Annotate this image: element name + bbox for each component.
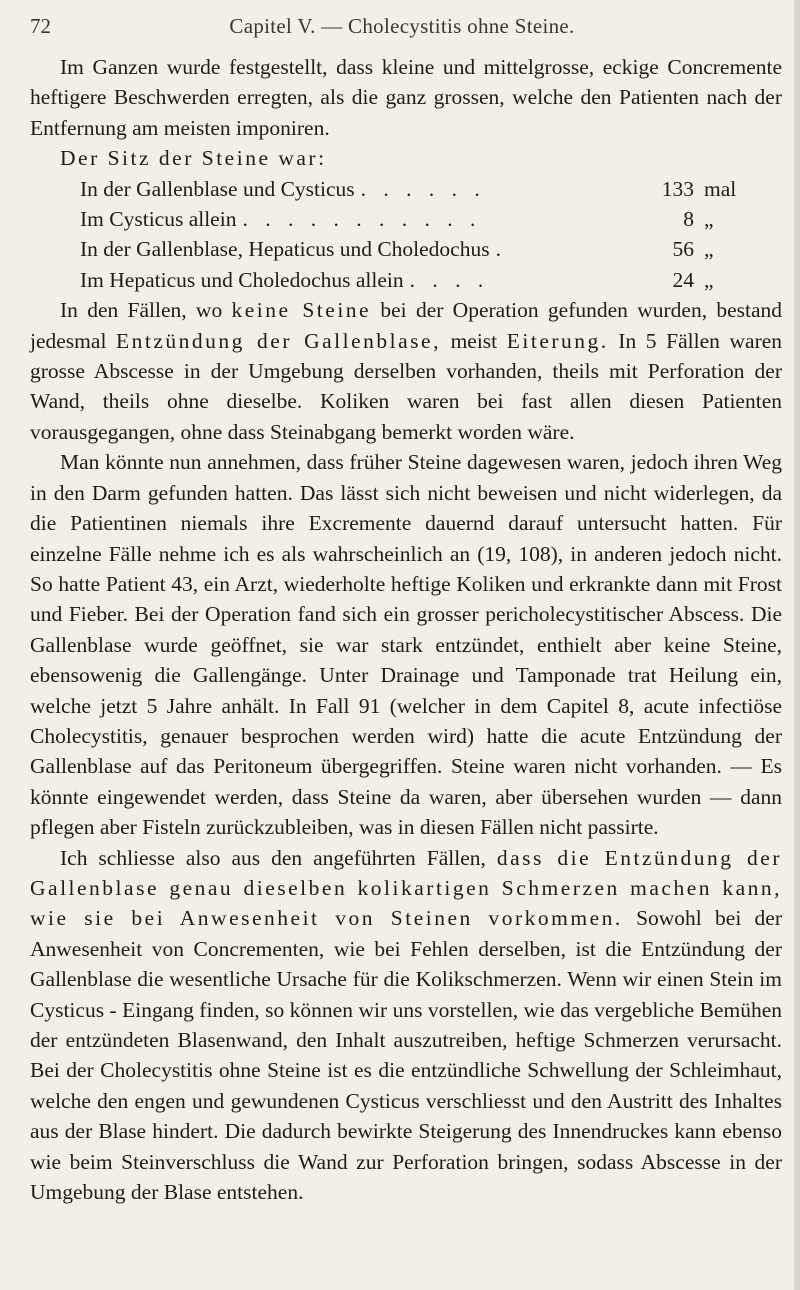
location-count: 133 bbox=[661, 176, 694, 201]
location-label: In der Gallenblase, Hepaticus und Choledochus bbox=[80, 237, 490, 262]
location-row bbox=[80, 174, 782, 204]
text-run: bei der Operation gefunden wurden, bestand jedesmal bbox=[30, 298, 783, 353]
location-unit: „ bbox=[704, 207, 714, 232]
paragraph-schluss bbox=[30, 843, 782, 1208]
running-header bbox=[30, 14, 774, 44]
location-row bbox=[80, 204, 782, 234]
emphasis-entzuendung: Entzündung der Gallenblase, bbox=[116, 328, 441, 353]
stone-location-heading bbox=[30, 143, 782, 173]
stone-location-list bbox=[30, 174, 782, 296]
location-count: 56 bbox=[672, 237, 694, 262]
text-run: In 5 Fällen waren grosse Abscesse in der Umgebung derselben vorhanden, theils mit Perforation der Wand, theils ohne dieselbe. Koliken waren bei fast allen diesen Patienten vorausgegangen, ohne dass Steinabgang bemerkt worden wäre. bbox=[30, 328, 783, 444]
chapter-title: Capitel V. — Cholecystitis ohne Steine. bbox=[229, 14, 575, 38]
text-run: Sowohl bei der Anwesenheit von Concrementen, wie bei Fehlen derselben, ist die Entzündung der Gallenblase die wesentliche Ursache für die Kolikschmerzen. Wenn wir einen Stein im Cysticus - Eingang finden, so können wir uns vorstellen, wie das vergebliche Bemühen der entzündeten Blasenwand, den Inhalt auszutreiben, heftige Schmerzen verursacht. Bei der Cholecystitis ohne Steine ist es die entzündliche Schwellung der Schleimhaut, welche den engen und gewundenen Cysticus verschliesst und den Austritt des Inhaltes aus der Blase hindert. Die dadurch bewirkte Steigerung des Innendruckes kann ebenso wie beim Steinverschluss die Wand zur Perforation bringen, sodass Abscesse in der Umgebung der Blase entstehen. bbox=[30, 906, 782, 1205]
text-run: In den Fällen, wo bbox=[60, 298, 223, 323]
text-run: meist bbox=[450, 328, 498, 353]
leader-dots: . . . . . . bbox=[360, 176, 486, 201]
paragraph-annahme: Man könnte nun annehmen, dass früher Steine dagewesen waren, jedoch ihren Weg in den Darm gefunden hatten. Das lässt sich nicht beweisen und nicht widerlegen, da die Patientinen niemals ihre Excremente dauernd darauf untersucht hatten. Für einzelne Fälle nehme ich es als wahrscheinlich an (19, 108), in anderen jedoch nicht. So hatte Patient 43, ein Arzt, wiederholte heftige Koliken und erkrankte dann mit Frost und Fieber. Bei der Operation fand sich ein grosser pericholecystitischer Abscess. Die Gallenblase wurde geöffnet, sie war stark entzündet, enthielt aber keine Steine, ebensowenig die Gallengänge. Unter Drainage und Tamponade trat Heilung ein, welche jetzt 5 Jahre anhält. In Fall 91 (welcher in dem Capitel 8, acute infectiöse Cholecystitis, genauer besprochen werden wird) hatte die acute Entzündung der Gallenblase auf das Peritoneum übergegriffen. Steine waren nicht vorhanden. — Es könnte eingewendet werden, dass Steine da waren, aber übersehen wurden — dann pflegen aber Fisteln zurückzubleiben, was in diesen Fällen nicht passirte. bbox=[30, 450, 782, 840]
emphasis-conclusion: dass die Entzündung der Gallenblase genau dieselben kolikartigen Schmerzen machen kann, wie sie bei Anwesenheit von Steinen vorkommen. bbox=[30, 845, 782, 931]
text-run: Ich schliesse also aus den angeführten Fällen, bbox=[60, 845, 486, 870]
location-unit: „ bbox=[704, 267, 714, 292]
page-body bbox=[30, 52, 782, 1207]
leader-dots: . bbox=[495, 237, 507, 262]
sitz-label: Der Sitz der Steine war: bbox=[60, 146, 327, 171]
page-number: 72 bbox=[30, 14, 51, 38]
location-label: Im Hepaticus und Choledochus allein bbox=[80, 267, 404, 292]
location-label: Im Cysticus allein bbox=[80, 207, 237, 232]
location-row bbox=[80, 234, 782, 264]
location-count: 24 bbox=[672, 267, 694, 292]
location-row bbox=[80, 265, 782, 295]
leader-dots: . . . . . . . . . . . bbox=[242, 207, 482, 232]
location-unit: „ bbox=[704, 237, 714, 262]
location-label: In der Gallenblase und Cysticus bbox=[80, 176, 355, 201]
leader-dots: . . . . bbox=[409, 267, 490, 292]
location-count: 8 bbox=[683, 207, 694, 232]
paragraph-concremente: Im Ganzen wurde festgestellt, dass kleine und mittelgrosse, eckige Concremente heftigere Beschwerden erregten, als die ganz grossen, welche den Patienten nach der Entfernung am meisten imponiren. bbox=[30, 55, 782, 140]
paragraph-keine-steine bbox=[30, 295, 782, 447]
page-edge-shadow bbox=[794, 0, 800, 1290]
emphasis-eiterung: Eiterung. bbox=[506, 328, 609, 353]
location-unit: mal bbox=[704, 176, 737, 201]
emphasis-keine-steine: keine Steine bbox=[231, 298, 372, 323]
